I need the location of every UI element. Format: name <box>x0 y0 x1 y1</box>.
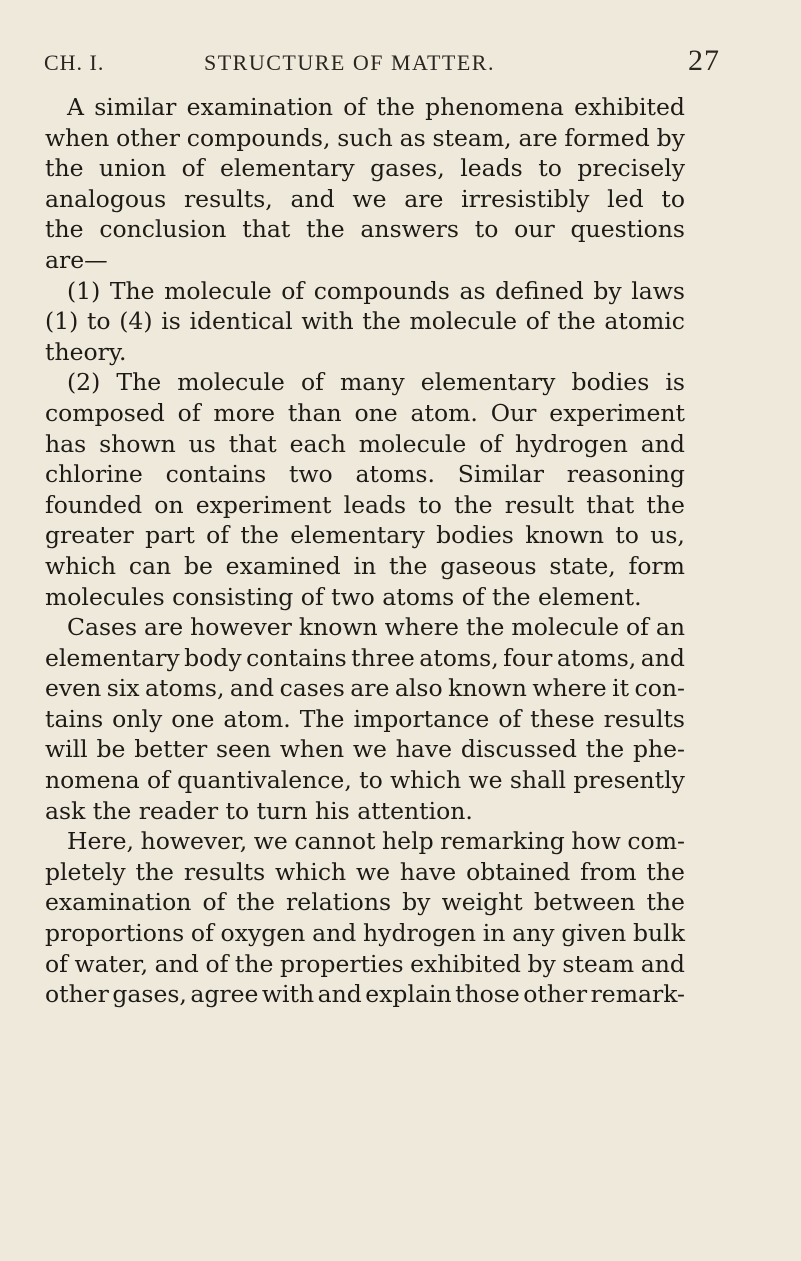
word: elementary <box>45 643 180 672</box>
word: six <box>106 674 140 703</box>
word: as <box>459 276 486 305</box>
text-line <box>45 673 685 704</box>
word: in <box>353 551 377 580</box>
word: the <box>585 735 625 764</box>
word: gaseous <box>440 551 537 580</box>
word: conclusion <box>99 215 227 244</box>
word: examination <box>186 93 334 121</box>
word: to <box>474 215 499 244</box>
word: which <box>45 551 117 580</box>
word: of <box>45 949 68 978</box>
word: that <box>228 429 277 458</box>
word: proportions <box>45 919 185 948</box>
word: hydrogen <box>363 919 476 948</box>
word: the <box>646 857 685 886</box>
word: shown <box>99 429 176 458</box>
word: seen <box>216 735 272 764</box>
word: atoms, <box>145 674 225 703</box>
word: A <box>67 93 84 121</box>
word: quantivalence, <box>177 766 352 795</box>
word: formed <box>564 123 650 152</box>
line-text: molecules consisting of two atoms of the element. <box>45 582 642 611</box>
word: other <box>523 980 588 1009</box>
word: explain <box>365 980 452 1009</box>
word: three <box>351 643 415 672</box>
word: also <box>394 674 443 703</box>
word: it <box>612 674 630 703</box>
word: Cases <box>67 613 138 642</box>
word: exhibited <box>410 949 521 978</box>
word: and <box>640 643 685 672</box>
word: remark- <box>590 980 685 1009</box>
text-line <box>45 153 685 184</box>
word: elementary <box>420 368 556 397</box>
word: properties <box>280 949 404 978</box>
word: where <box>532 674 607 703</box>
word: other <box>45 980 109 1009</box>
word: will <box>45 735 88 764</box>
word: remarking <box>440 827 565 856</box>
text-line <box>45 214 685 245</box>
word: by <box>656 123 685 152</box>
word: phenomena <box>425 93 564 121</box>
word: shall <box>509 766 567 795</box>
word: have <box>395 735 453 764</box>
word: phe- <box>632 735 685 764</box>
word: us, <box>650 521 685 550</box>
word: with <box>301 307 354 336</box>
word: and <box>640 949 685 978</box>
word: cases <box>279 674 345 703</box>
word: are <box>350 674 390 703</box>
word: from <box>580 857 637 886</box>
word: discussed <box>460 735 577 764</box>
word: the <box>557 307 596 336</box>
word: result <box>504 490 575 519</box>
text-line <box>45 826 685 857</box>
word: by <box>527 949 556 978</box>
word: union <box>99 154 167 183</box>
word: weight <box>441 888 523 917</box>
word: and <box>154 949 199 978</box>
word: two <box>289 460 333 489</box>
word: have <box>399 857 457 886</box>
word: to <box>86 307 111 336</box>
word: such <box>337 123 393 152</box>
word: examined <box>225 551 341 580</box>
body-text <box>45 92 685 1010</box>
word: part <box>145 521 195 550</box>
word: where <box>384 613 459 642</box>
word: state, <box>549 551 616 580</box>
text-line <box>45 245 685 276</box>
word: how <box>571 827 621 856</box>
word: are <box>404 184 444 213</box>
word: of <box>498 704 522 733</box>
word: four <box>503 643 553 672</box>
word: con- <box>634 674 685 703</box>
word: bodies <box>436 521 514 550</box>
word: chlorine <box>45 460 143 489</box>
word: one <box>171 704 215 733</box>
word: hydrogen <box>514 429 628 458</box>
word: composed <box>45 398 165 427</box>
word: steam <box>562 949 635 978</box>
word: elementary <box>290 521 425 550</box>
word: steam, <box>432 123 512 152</box>
word: leads <box>460 154 523 183</box>
word: we <box>352 184 387 213</box>
word: of <box>479 429 503 458</box>
word: of <box>525 307 549 336</box>
word: results <box>183 857 266 886</box>
word: tains <box>45 704 104 733</box>
word: identical <box>189 307 293 336</box>
word: com- <box>627 827 685 856</box>
word: of <box>625 613 649 642</box>
word: of <box>202 888 226 917</box>
word: of <box>205 949 229 978</box>
text-line <box>45 796 685 827</box>
word: has <box>45 429 87 458</box>
word: which <box>390 766 462 795</box>
word: to <box>418 490 442 519</box>
word: that <box>242 215 291 244</box>
word: the <box>362 307 401 336</box>
word: the <box>376 93 415 121</box>
word: even <box>45 674 102 703</box>
text-line <box>45 857 685 888</box>
text-line <box>45 765 685 796</box>
word: of <box>206 521 230 550</box>
text-line <box>45 459 685 490</box>
word: nomena <box>45 766 140 795</box>
word: molecule <box>511 613 619 642</box>
word: oxygen <box>220 919 306 948</box>
word: more <box>213 398 275 427</box>
word: only <box>112 704 163 733</box>
text-line <box>45 918 685 949</box>
text-line <box>45 337 685 368</box>
word: as <box>399 123 426 152</box>
word: questions <box>570 215 685 244</box>
word: when <box>45 123 110 152</box>
word: of <box>281 276 305 305</box>
word: atoms. <box>355 460 435 489</box>
text-line <box>45 612 685 643</box>
word: reasoning <box>566 460 685 489</box>
word: which <box>275 857 347 886</box>
line-text: are— <box>45 245 108 274</box>
word: better <box>134 735 208 764</box>
word: bulk <box>633 919 685 948</box>
line-text: theory. <box>45 337 127 366</box>
word: the <box>234 949 274 978</box>
word: results <box>603 704 685 733</box>
word: laws <box>631 276 685 305</box>
word: be <box>96 735 126 764</box>
text-line <box>45 92 685 123</box>
word: and <box>229 674 275 703</box>
word: we <box>468 766 503 795</box>
line-text: ask the reader to turn his attention. <box>45 796 473 825</box>
word: atom. <box>223 704 291 733</box>
word: the <box>646 490 685 519</box>
word: agree <box>190 980 259 1009</box>
word: many <box>339 368 405 397</box>
word: the <box>45 215 84 244</box>
word: and <box>312 919 357 948</box>
chapter-label: CH. I. <box>44 50 105 75</box>
word: other <box>116 123 180 152</box>
word: we <box>352 735 387 764</box>
word: The <box>109 276 155 305</box>
word: Our <box>490 398 537 427</box>
word: founded <box>45 490 143 519</box>
text-line <box>45 429 685 460</box>
word: be <box>183 551 213 580</box>
word: exhibited <box>574 93 685 121</box>
word: atom. <box>410 398 478 427</box>
text-line <box>45 582 685 613</box>
word: cannot <box>294 827 376 856</box>
word: analogous <box>45 184 167 213</box>
word: our <box>514 215 555 244</box>
word: of <box>181 154 205 183</box>
word: greater <box>45 521 134 550</box>
word: the <box>45 154 84 183</box>
word: with <box>261 980 315 1009</box>
word: the <box>306 215 345 244</box>
word: compounds <box>313 276 450 305</box>
word: atomic <box>604 307 685 336</box>
word: to <box>538 154 562 183</box>
text-line <box>45 490 685 521</box>
word: the <box>388 551 428 580</box>
word: the <box>236 888 275 917</box>
text-line <box>45 184 685 215</box>
word: (2) <box>67 368 101 397</box>
word: molecule <box>177 368 285 397</box>
word: body <box>184 643 242 672</box>
word: (1) <box>45 307 79 336</box>
word: the <box>135 857 174 886</box>
word: precisely <box>577 154 685 183</box>
word: by <box>593 276 622 305</box>
word: obtained <box>466 857 571 886</box>
word: these <box>530 704 595 733</box>
word: between <box>533 888 636 917</box>
word: is <box>665 368 685 397</box>
word: The <box>116 368 162 397</box>
word: any <box>512 919 555 948</box>
page-number: 27 <box>688 44 720 77</box>
word: we <box>253 827 288 856</box>
text-line <box>45 979 685 1010</box>
word: contains <box>246 643 347 672</box>
word: answers <box>360 215 459 244</box>
text-line <box>45 367 685 398</box>
word: us <box>188 429 216 458</box>
word: of <box>300 368 324 397</box>
word: known <box>525 521 604 550</box>
word: examination <box>45 888 192 917</box>
word: relations <box>286 888 392 917</box>
word: results, <box>183 184 273 213</box>
word: Similar <box>457 460 544 489</box>
word: experiment <box>549 398 685 427</box>
word: bodies <box>571 368 650 397</box>
word: Here, <box>67 827 135 856</box>
word: the <box>465 613 505 642</box>
text-line <box>45 643 685 674</box>
running-header <box>44 44 720 80</box>
word: to <box>359 766 383 795</box>
text-line <box>45 306 685 337</box>
word: of <box>146 766 170 795</box>
text-line <box>45 551 685 582</box>
text-line <box>45 887 685 918</box>
word: however <box>190 613 292 642</box>
word: the <box>240 521 279 550</box>
word: in <box>482 919 506 948</box>
word: however, <box>140 827 248 856</box>
word: that <box>586 490 635 519</box>
word: we <box>355 857 390 886</box>
text-line <box>45 123 685 154</box>
word: and <box>317 980 362 1009</box>
word: (1) <box>67 276 101 305</box>
word: than <box>287 398 342 427</box>
text-line <box>45 520 685 551</box>
word: atoms, <box>556 643 637 672</box>
text-line <box>45 734 685 765</box>
word: compounds, <box>186 123 331 152</box>
word: the <box>454 490 493 519</box>
text-line <box>45 704 685 735</box>
word: atoms, <box>419 643 499 672</box>
word: water, <box>74 949 149 978</box>
text-line <box>45 398 685 429</box>
word: similar <box>94 93 177 121</box>
word: pletely <box>45 857 126 886</box>
word: experiment <box>195 490 332 519</box>
word: are <box>144 613 184 642</box>
word: led <box>607 184 644 213</box>
word: to <box>615 521 639 550</box>
word: each <box>289 429 346 458</box>
text-line <box>45 949 685 980</box>
word: gases, <box>370 154 445 183</box>
word: form <box>628 551 685 580</box>
word: elementary <box>219 154 355 183</box>
word: presently <box>573 766 685 795</box>
word: the <box>646 888 685 917</box>
word: The <box>299 704 345 733</box>
word: one <box>354 398 398 427</box>
word: known <box>298 613 378 642</box>
word: molecule <box>409 307 518 336</box>
word: irresistibly <box>461 184 590 213</box>
word: molecule <box>164 276 272 305</box>
text-line <box>45 276 685 307</box>
word: an <box>655 613 685 642</box>
word: importance <box>353 704 490 733</box>
word: can <box>128 551 172 580</box>
word: are <box>518 123 558 152</box>
word: contains <box>165 460 267 489</box>
word: is <box>161 307 181 336</box>
word: and <box>640 429 685 458</box>
word: given <box>561 919 627 948</box>
word: to <box>661 184 685 213</box>
running-title: STRUCTURE OF MATTER. <box>204 50 495 75</box>
word: on <box>154 490 184 519</box>
word: leads <box>343 490 407 519</box>
word: by <box>402 888 431 917</box>
word: of <box>177 398 201 427</box>
word: molecule <box>358 429 467 458</box>
word: help <box>382 827 434 856</box>
word: of <box>343 93 367 121</box>
word: when <box>279 735 345 764</box>
word: those <box>455 980 520 1009</box>
word: (4) <box>119 307 153 336</box>
word: known <box>448 674 527 703</box>
word: of <box>190 919 214 948</box>
word: defined <box>495 276 584 305</box>
word: gases, <box>112 980 187 1009</box>
word: and <box>290 184 335 213</box>
